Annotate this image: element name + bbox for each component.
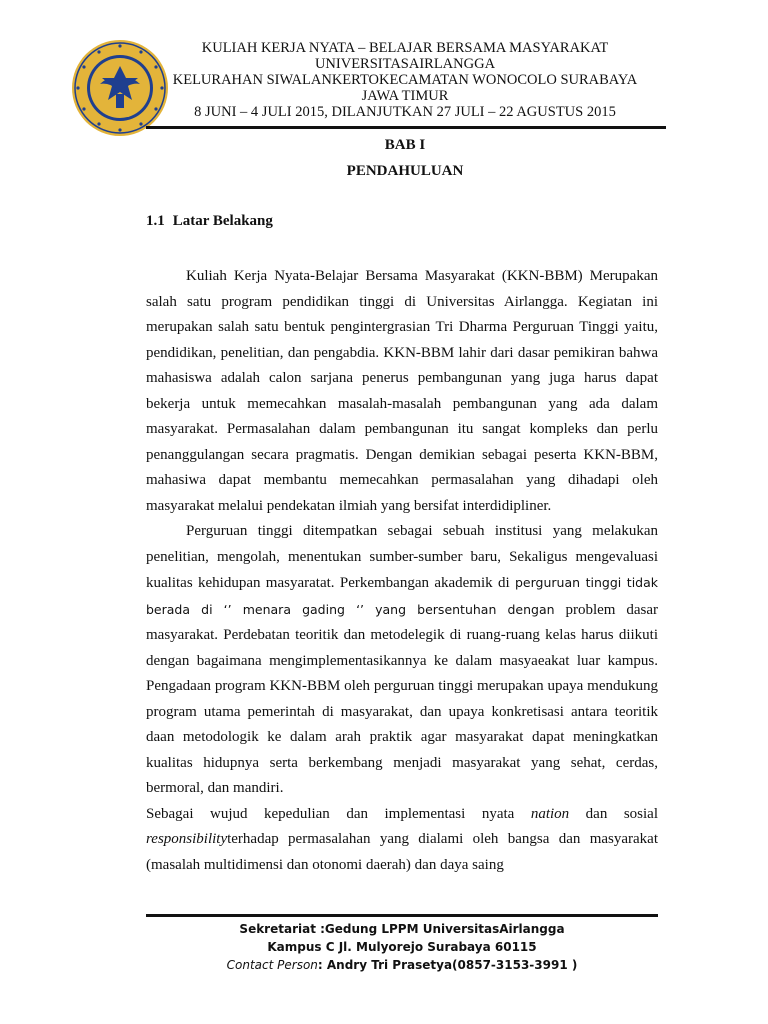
paragraph-2-part-c: problem dasar masyarakat. Perdebatan teoritik dan metodelegik di ruang-ruang kelas harus diikuti dengan bagaimana mengimplementasikannya ke dalam masyaeakat luar kampus. Pengadaan program KKN-BBM oleh perguruan tinggi merupakan upaya mendukung program utama pemerintah di masyarakat, dan upaya konkretisasi antara teoritik daan metodologik ke dalam arah praktik agar masyarakat dapat meningkatkan kualitas hidupnya serta berkembang menjadi masyarakat yang sehat, cerdas, bermoral, dan mandiri. [146,601,658,796]
paragraph-3-responsibility: responsibility [146,831,228,847]
section-heading [146,213,273,230]
footer-divider [146,914,658,917]
paragraph-2-sans-line: perguruan tinggi tidak berada di ‘’ menara gading ‘’ yang bersentuhan dengan [146,575,658,617]
paragraph-3-part-a: Sebagai wujud kepedulian dan implementasi nyata [146,805,531,822]
footer-contact-value: : Andry Tri Prasetya(0857-3153-3991 ) [317,958,578,972]
header-line-location: KELURAHAN SIWALANKERTOKECAMATAN WONOCOLO SURABAYA [172,72,638,88]
footer-contact-label: Contact Person [226,958,318,972]
paragraph-3-part-b: dan sosial [569,805,659,822]
header-line-province: JAWA TIMUR [361,88,449,104]
header-line-university: UNIVERSITASAIRLANGGA [314,56,496,72]
paragraph-3 [146,802,658,879]
footer-address: Kampus C Jl. Mulyorejo Surabaya 60115 [267,940,537,954]
header-line-dates: 8 JUNI – 4 JULI 2015, DILANJUTKAN 27 JULI – 22 AGUSTUS 2015 [194,104,616,120]
document-header [150,40,660,120]
header-line-program: KULIAH KERJA NYATA – BELAJAR BERSAMA MASYARAKAT [201,40,609,56]
paragraph-1: Kuliah Kerja Nyata-Belajar Bersama Masyarakat (KKN-BBM) Merupakan salah satu program pendidikan tinggi di Universitas Airlangga. Kegiatan ini merupakan salah satu bentuk pengintergrasian Tri Dharma Perguruan Tinggi yaitu, pendidikan, penelitian, dan pengabdia. KKN-BBM lahir dari dasar pemikiran bahwa mahasiswa adalah calon sarjana penerus pembangunan yang juga harus dapat bekerja untuk memecahkan masalah-masalah pembangunan yang ada dalam masyarakat. Permasalahan dalam pembangunan itu sangat kompleks dan perlu penanggulangan secara pragmatis. Dengan demikian sebagai peserta KKN-BBM, mahasiwa dapat membantu memecahkan permasalahan yang dihadapi oleh masyarakat melalui pendekatan ilmiah yang bersifat interdidipliner. [146,268,658,514]
section-title: Latar Belakang [172,213,273,229]
paragraph-2-part-a: Perguruan tinggi ditempatkan sebagai sebuah institusi yang melakukan penelitian, mengolah, menentukan sumber-sumber baru, Sekaligus mengevaluasi kualitas kehidupan masyaratat. Perkembangan akademik di [146,523,658,591]
paragraph-3-nation: nation [530,805,570,822]
chapter-number: BAB I [384,137,426,153]
paragraph-2 [146,519,658,802]
body-text [146,264,658,878]
footer-secretariat: Sekretariat :Gedung LPPM UniversitasAirlangga [239,922,565,936]
section-number: 1.1 [146,213,165,229]
footer-contact [146,956,658,974]
chapter-title: PENDAHULUAN [346,163,464,179]
header-divider [146,126,666,129]
paragraph-3-part-c: terhadap permasalahan yang dialami oleh bangsa dan masyarakat (masalah multidimensi dan otonomi daerah) dan daya saing [146,831,658,873]
document-footer [146,920,658,974]
